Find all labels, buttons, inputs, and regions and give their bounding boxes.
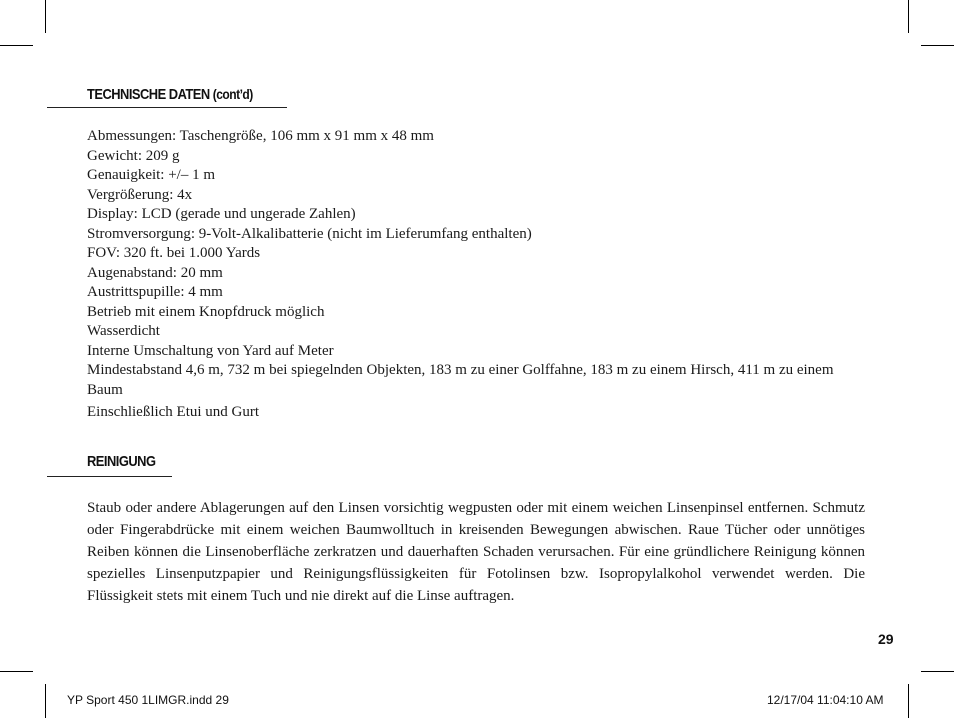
spec-item: Austrittspupille: 4 mm — [87, 284, 223, 300]
spec-item: Abmessungen: Taschengröße, 106 mm x 91 mm x 48 mm — [87, 128, 434, 144]
spec-item: Interne Umschaltung von Yard auf Meter — [87, 342, 334, 359]
crop-mark-top-left-vertical — [45, 0, 46, 33]
crop-mark-bottom-right-horizontal — [921, 671, 954, 672]
heading-underline-2 — [47, 476, 172, 477]
spec-item: Augenabstand: 20 mm — [87, 264, 223, 281]
crop-mark-bottom-left-horizontal — [0, 671, 33, 672]
spec-item: Wasserdicht — [87, 323, 160, 339]
crop-mark-bottom-left-vertical — [45, 684, 46, 718]
crop-mark-bottom-right-vertical — [908, 684, 909, 718]
page-number: 29 — [878, 631, 894, 647]
heading-underline-1 — [47, 107, 287, 108]
spec-item: Stromversorgung: 9-Volt-Alkalibatterie (nicht im Lieferumfang enthalten) — [87, 225, 532, 242]
spec-list — [87, 127, 865, 423]
spec-item: Vergrößerung: 4x — [87, 186, 193, 203]
spec-item: Mindestabstand 4,6 m, 732 m bei spiegelnden Objekten, 183 m zu einer Golffahne, 183 m zu einem Hirsch, 411 m zu einem Baum — [87, 362, 834, 398]
spec-item: Display: LCD (gerade und ungerade Zahlen) — [87, 206, 356, 222]
spec-item: FOV: 320 ft. bei 1.000 Yards — [87, 245, 261, 261]
crop-mark-top-right-vertical — [908, 0, 909, 33]
heading-suffix: (cont’d) — [212, 86, 253, 102]
spec-item: Einschließlich Etui und Gurt — [87, 404, 260, 420]
spec-item: Gewicht: 209 g — [87, 147, 180, 164]
spec-item: Genauigkeit: +/– 1 m — [87, 167, 216, 183]
slug-timestamp: 12/17/04 11:04:10 AM — [767, 693, 884, 707]
spec-item: Betrieb mit einem Knopfdruck möglich — [87, 303, 325, 320]
crop-mark-top-left-horizontal — [0, 45, 33, 46]
cleaning-paragraph: Staub oder andere Ablagerungen auf den Linsen vorsichtig wegpusten oder mit einem weichen Linsenpinsel entfernen. Schmutz oder Fingerabdrücke mit einem weichen Baumwolltuch in kreisenden Bewegungen abwischen. Raue Tücher oder unnötiges Reiben können die Linsenoberfläche zerkratzen und dauerhaften Schaden verursachen. Für eine gründlichere Reinigung können spezielles Linsenputzpapier und Reinigungsflüssigkeiten für Fotolinsen bzw. Isopropylalkohol verwendet werden. Die Flüssigkeit stets mit einem Tuch und nie direkt auf die Linse auftragen. — [87, 500, 865, 604]
heading-title: TECHNISCHE DATEN — [87, 86, 210, 103]
crop-mark-top-right-horizontal — [921, 45, 954, 46]
slug-filename: YP Sport 450 1LIMGR.indd 29 — [67, 693, 229, 707]
heading-title: REINIGUNG — [87, 453, 156, 470]
section-heading-technische-daten — [87, 86, 253, 103]
section-heading-reinigung — [87, 453, 155, 470]
